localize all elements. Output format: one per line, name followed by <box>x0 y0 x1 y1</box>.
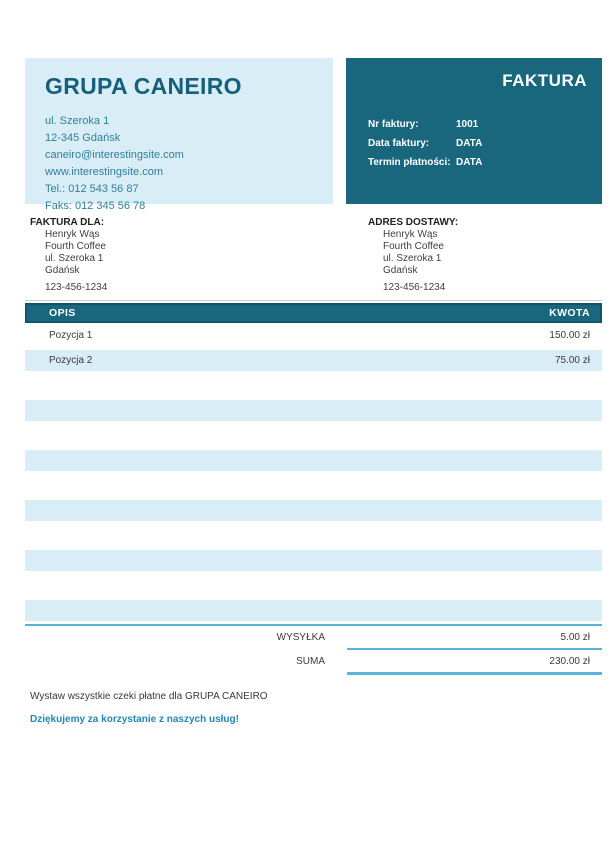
shipping-row <box>25 626 602 650</box>
table-row-empty <box>25 373 602 398</box>
table-row-empty <box>25 423 602 448</box>
ship-to-phone: 123-456-1234 <box>383 282 446 293</box>
table-row-empty <box>25 498 602 523</box>
invoice-number-label: Nr faktury: <box>368 119 419 130</box>
total-value: 230.00 zł <box>347 650 602 675</box>
ship-to-street: ul. Szeroka 1 <box>383 253 442 264</box>
invoice-due-value: DATA <box>456 157 483 168</box>
company-address <box>45 113 313 215</box>
invoice-info-panel <box>346 58 602 204</box>
ship-to-city: Gdańsk <box>383 265 418 276</box>
table-row <box>25 323 602 348</box>
invoice-date-field <box>368 134 587 153</box>
bill-to-block <box>30 216 368 294</box>
ship-to-lines <box>368 229 602 277</box>
company-address-line: 12-345 Gdańsk <box>45 132 121 144</box>
row-description: Pozycja 2 <box>49 355 93 366</box>
payment-note: Wystaw wszystkie czeki płatne dla GRUPA CANEIRO <box>30 691 268 702</box>
bill-to-street: ul. Szeroka 1 <box>45 253 104 264</box>
ship-to-company: Fourth Coffee <box>383 241 444 252</box>
invoice-due-field <box>368 153 587 172</box>
company-phone: Tel.: 012 543 56 87 <box>45 183 139 195</box>
invoice-table-body <box>25 323 602 623</box>
row-amount: 150.00 zł <box>549 330 590 341</box>
total-label: SUMA <box>296 656 325 667</box>
shipping-value: 5.00 zł <box>347 626 602 650</box>
invoice-date-label: Data faktury: <box>368 138 430 149</box>
table-row-empty <box>25 523 602 548</box>
company-panel <box>25 58 333 212</box>
row-description: Pozycja 1 <box>49 330 93 341</box>
company-address-line: ul. Szeroka 1 <box>45 115 110 127</box>
ship-to-label: ADRES DOSTAWY: <box>368 217 459 228</box>
company-website: www.interestingsite.com <box>45 166 163 178</box>
total-row <box>25 650 602 675</box>
invoice-number-value: 1001 <box>456 119 479 130</box>
column-header-amount: KWOTA <box>549 307 590 319</box>
totals-section <box>25 624 602 675</box>
invoice-number-field <box>368 115 587 134</box>
thank-you-note: Dziękujemy za korzystanie z naszych usług! <box>30 714 239 725</box>
bill-to-city: Gdańsk <box>45 265 80 276</box>
shipping-label: WYSYŁKA <box>276 632 325 643</box>
addresses-section <box>25 216 602 301</box>
table-row-empty <box>25 398 602 423</box>
table-row-empty <box>25 573 602 598</box>
invoice-title: FAKTURA <box>502 71 587 90</box>
bill-to-company: Fourth Coffee <box>45 241 106 252</box>
invoice-due-label: Termin płatności: <box>368 157 451 168</box>
table-row-empty <box>25 473 602 498</box>
table-row-empty <box>25 598 602 623</box>
company-fax: Faks: 012 345 56 78 <box>45 200 146 212</box>
ship-to-block <box>368 216 602 294</box>
company-email: caneiro@interestingsite.com <box>45 149 184 161</box>
company-name: GRUPA CANEIRO <box>45 73 242 99</box>
table-row <box>25 348 602 373</box>
table-row-empty <box>25 548 602 573</box>
bill-to-phone: 123-456-1234 <box>45 282 108 293</box>
bill-to-label: FAKTURA DLA: <box>30 217 105 228</box>
invoice-page <box>25 58 602 725</box>
table-row-empty <box>25 448 602 473</box>
bill-to-name: Henryk Wąs <box>45 229 100 240</box>
table-header <box>25 303 602 323</box>
invoice-header <box>25 58 602 212</box>
row-amount: 75.00 zł <box>554 355 590 366</box>
column-header-description: OPIS <box>49 307 76 319</box>
ship-to-name: Henryk Wąs <box>383 229 438 240</box>
invoice-date-value: DATA <box>456 138 483 149</box>
invoice-fields <box>368 115 587 172</box>
bill-to-lines <box>30 229 368 277</box>
